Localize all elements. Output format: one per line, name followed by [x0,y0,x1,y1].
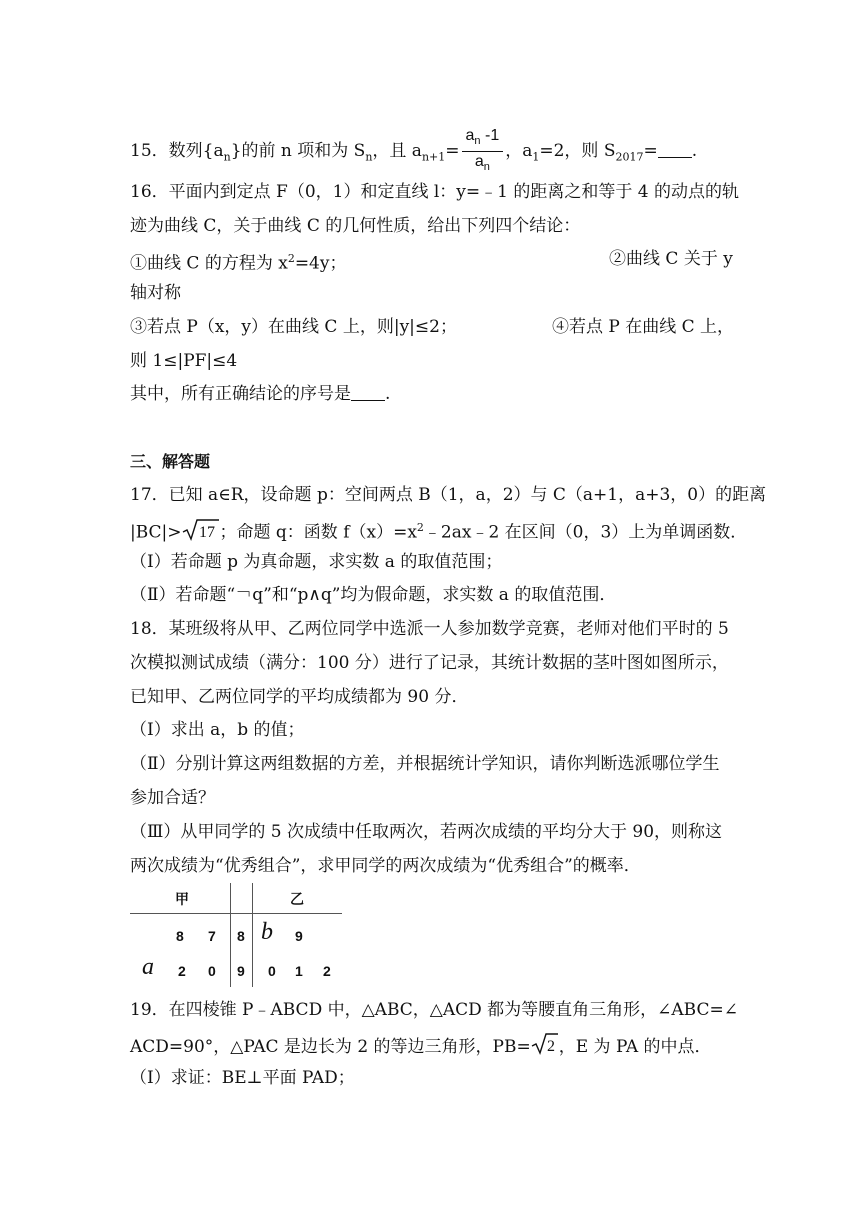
stem-leaf-plot [130,883,342,987]
section-title: 三、解答题 [130,452,211,471]
q15-sub: n [223,150,231,164]
q16-line1: 16．平面内到定点 F（0，1）和定直线 l：y=﹣1 的距离之和等于 4 的动点的轨 [130,182,739,202]
opt1-sup: 2 [287,252,295,265]
q16-ask-text: 其中，所有正确结论的序号是 [130,384,351,404]
q19-line2 [130,1032,712,1063]
q19-text: ，E 为 PA 的中点． [558,1037,712,1057]
q17-part2: （Ⅱ）若命题“￢q”和“p∧q”均为假命题，求实数 a 的取值范围． [130,585,617,605]
opt1-text: ①曲线 C 的方程为 x [130,253,288,274]
leaf: 2 [178,963,186,979]
stem-divider-right [252,883,253,987]
q17-line1: 17．已知 a∈R，设命题 p：空间两点 B（1，a，2）与 C（a+1，a+3，0）的距离 [130,485,767,505]
stem-header-left: 甲 [175,891,189,907]
q16-option-3: ③若点 P（x，y）在曲线 C 上，则|y|≤2； [130,317,457,337]
q16-option-4-cont: 则 1≤|PF|≤4 [130,351,238,371]
leaf: 7 [208,928,216,944]
q16-line2: 迹为曲线 C，关于曲线 C 的几何性质，给出下列四个结论： [130,216,581,236]
q16-option-2: ②曲线 C 关于 y [609,249,733,269]
q17-text: ﹣2ax﹣2 在区间（0，3）上为单调函数． [423,522,748,543]
q18-line3: 已知甲、乙两位同学的平均成绩都为 90 分． [130,687,469,707]
frac-num: a [465,127,475,144]
q19-line1: 19．在四棱锥 P﹣ABCD 中，△ABC，△ACD 都为等腰直角三角形，∠ABC=∠ [130,1000,738,1020]
answer-blank [351,384,385,401]
stem-divider-left [230,883,231,987]
sqrt-17 [182,518,220,549]
leaf: 1 [295,963,303,979]
leaf-variable-b: b [261,919,273,945]
q18-part3: （Ⅲ）从甲同学的 5 次成绩中任取两次，若两次成绩的平均分大于 90，则称这 [130,822,723,842]
sqrt-2 [531,1032,559,1063]
stem: 8 [237,928,245,944]
q18-part1: （Ⅰ）求出 a，b 的值； [130,720,305,740]
q15-text: ，a [505,141,533,162]
q16-option-1 [130,247,346,276]
leaf: 9 [295,928,303,944]
stem-header-right: 乙 [290,891,304,907]
opt1-tail: =4y； [294,253,347,274]
q17-sup: 2 [416,521,424,534]
q15-text: ，且 a [372,141,422,162]
q18-part2-cont: 参加合适？ [130,788,215,808]
q15-sub: n [365,150,373,164]
sqrt-radicand: 2 [546,1038,555,1055]
q15-sub: n+1 [421,150,446,164]
q15-text: }的前 n 项和为 S [230,141,366,162]
q15-text: =2，则 S [539,141,616,162]
q15-fraction [462,126,504,177]
leaf: 8 [176,928,184,944]
q15-sub: 2017 [615,150,644,164]
leaf: 2 [323,963,331,979]
q19-part1: （Ⅰ）求证：BE⊥平面 PAD； [130,1068,355,1088]
q19-text: ACD=90°，△PAC 是边长为 2 的等边三角形，PB= [130,1037,531,1057]
q15-tail: . [691,141,698,162]
q17-line2 [130,516,747,549]
q16-option-4: ④若点 P 在曲线 C 上， [552,317,735,337]
answer-blank [658,141,692,158]
stem-header-divider [130,913,342,914]
q16-ask-tail: . [385,384,391,404]
leaf: 0 [208,963,216,979]
q15-text: = [445,141,460,162]
q17-text: ；命题 q：函数 f（x）=x [219,522,417,543]
frac-den: a [474,153,484,171]
q15-sub: 1 [532,150,540,164]
stem: 9 [237,963,245,979]
q15-text: = [643,141,658,162]
q18-line2: 次模拟测试成绩（满分：100 分）进行了记录，其统计数据的茎叶图如图所示， [130,653,729,673]
q18-line1: 18．某班级将从甲、乙两位同学中选派一人参加数学竞赛，老师对他们平时的 5 [130,619,729,639]
q17-part1: （Ⅰ）若命题 p 为真命题，求实数 a 的取值范围； [130,552,503,572]
frac-num-sub: n [474,135,481,148]
q18-part3-cont: 两次成绩为“优秀组合”，求甲同学的两次成绩为“优秀组合”的概率． [130,856,641,876]
question-15 [130,126,697,177]
q17-text: |BC|> [130,522,182,543]
sqrt-radicand: 17 [198,523,215,541]
frac-num-tail: -1 [480,127,500,144]
leaf: 0 [268,963,276,979]
q16-ask [130,382,390,406]
leaf-variable-a: a [142,954,154,980]
frac-den-sub: n [483,161,490,174]
q18-part2: （Ⅱ）分别计算这两组数据的方差，并根据统计学知识，请你判断选派哪位学生 [130,754,720,774]
q16-option-2-cont: 轴对称 [130,283,181,303]
q15-prefix: 15．数列{a [130,141,224,162]
